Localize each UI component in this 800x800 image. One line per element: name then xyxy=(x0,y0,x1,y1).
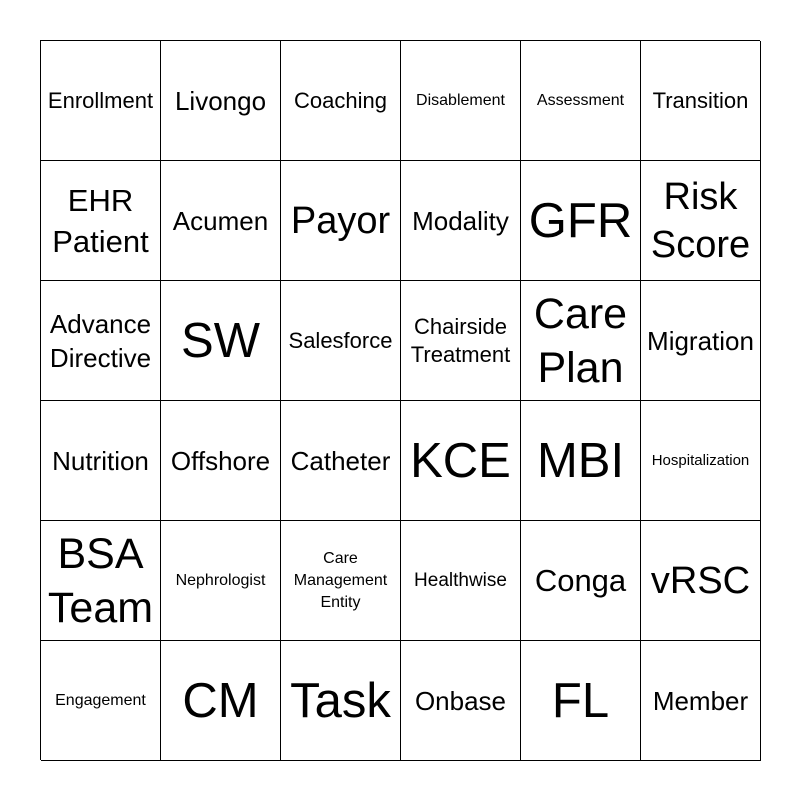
cell-label: Modality xyxy=(412,205,509,236)
bingo-cell[interactable] xyxy=(41,641,161,761)
bingo-cell[interactable] xyxy=(41,401,161,521)
bingo-cell[interactable] xyxy=(641,521,761,641)
cell-label: Care Management Entity xyxy=(293,549,388,611)
cell-label: CM xyxy=(182,673,259,728)
bingo-cell[interactable] xyxy=(641,401,761,521)
cell-label: Salesforce xyxy=(288,327,393,353)
bingo-cell[interactable] xyxy=(401,521,521,641)
cell-label: BSA Team xyxy=(47,529,154,632)
bingo-cell[interactable] xyxy=(161,521,281,641)
bingo-cell[interactable] xyxy=(521,281,641,401)
bingo-cell[interactable] xyxy=(641,641,761,761)
cell-label: Nephrologist xyxy=(175,571,266,589)
cell-label: Onbase xyxy=(414,685,507,716)
bingo-board xyxy=(40,40,760,760)
bingo-cell[interactable] xyxy=(641,281,761,401)
cell-label: MBI xyxy=(536,433,625,488)
cell-label: SW xyxy=(181,313,260,368)
bingo-cell[interactable] xyxy=(521,41,641,161)
cell-label: EHR Patient xyxy=(52,182,149,259)
bingo-cell[interactable] xyxy=(41,521,161,641)
cell-label: Task xyxy=(290,673,391,728)
bingo-cell[interactable] xyxy=(161,161,281,281)
bingo-cell[interactable] xyxy=(161,641,281,761)
cell-label: Enrollment xyxy=(47,87,154,113)
bingo-cell[interactable] xyxy=(521,521,641,641)
bingo-cell[interactable] xyxy=(281,41,401,161)
bingo-cell[interactable] xyxy=(41,161,161,281)
cell-label: Disablement xyxy=(416,91,505,109)
cell-label: Transition xyxy=(652,87,749,113)
cell-label: Acumen xyxy=(172,205,269,236)
cell-label: Risk Score xyxy=(650,175,751,266)
cell-label: Conga xyxy=(534,563,627,598)
cell-label: GFR xyxy=(528,193,633,248)
cell-label: Payor xyxy=(290,199,391,242)
bingo-cell[interactable] xyxy=(41,281,161,401)
cell-label: Healthwise xyxy=(414,569,507,591)
cell-label: Engagement xyxy=(55,691,146,709)
cell-label: Catheter xyxy=(290,445,391,476)
cell-label: Coaching xyxy=(294,87,387,113)
cell-label: KCE xyxy=(410,433,511,488)
bingo-cell[interactable] xyxy=(401,641,521,761)
cell-label: Care Plan xyxy=(533,289,628,392)
bingo-cell[interactable] xyxy=(521,401,641,521)
bingo-cell[interactable] xyxy=(401,41,521,161)
bingo-cell[interactable] xyxy=(641,41,761,161)
cell-label: Assessment xyxy=(536,91,625,109)
bingo-cell[interactable] xyxy=(281,161,401,281)
bingo-cell[interactable] xyxy=(281,521,401,641)
bingo-cell[interactable] xyxy=(161,281,281,401)
cell-label: Offshore xyxy=(170,445,271,476)
cell-label: vRSC xyxy=(650,559,751,602)
cell-label: Advance Directive xyxy=(49,308,152,373)
bingo-cell[interactable] xyxy=(281,281,401,401)
bingo-cell[interactable] xyxy=(521,161,641,281)
bingo-cell[interactable] xyxy=(281,401,401,521)
cell-label: Member xyxy=(652,685,749,716)
bingo-cell[interactable] xyxy=(401,161,521,281)
bingo-cell[interactable] xyxy=(161,41,281,161)
cell-label: Livongo xyxy=(174,85,267,116)
cell-label: Nutrition xyxy=(52,445,149,476)
bingo-cell[interactable] xyxy=(161,401,281,521)
bingo-cell[interactable] xyxy=(401,401,521,521)
bingo-cell[interactable] xyxy=(41,41,161,161)
cell-label: Chairside Treatment xyxy=(410,313,511,367)
cell-label: Migration xyxy=(647,325,754,356)
bingo-cell[interactable] xyxy=(641,161,761,281)
bingo-cell[interactable] xyxy=(401,281,521,401)
cell-label: Hospitalization xyxy=(651,451,750,469)
cell-label: FL xyxy=(551,673,610,728)
bingo-cell[interactable] xyxy=(281,641,401,761)
bingo-cell[interactable] xyxy=(521,641,641,761)
